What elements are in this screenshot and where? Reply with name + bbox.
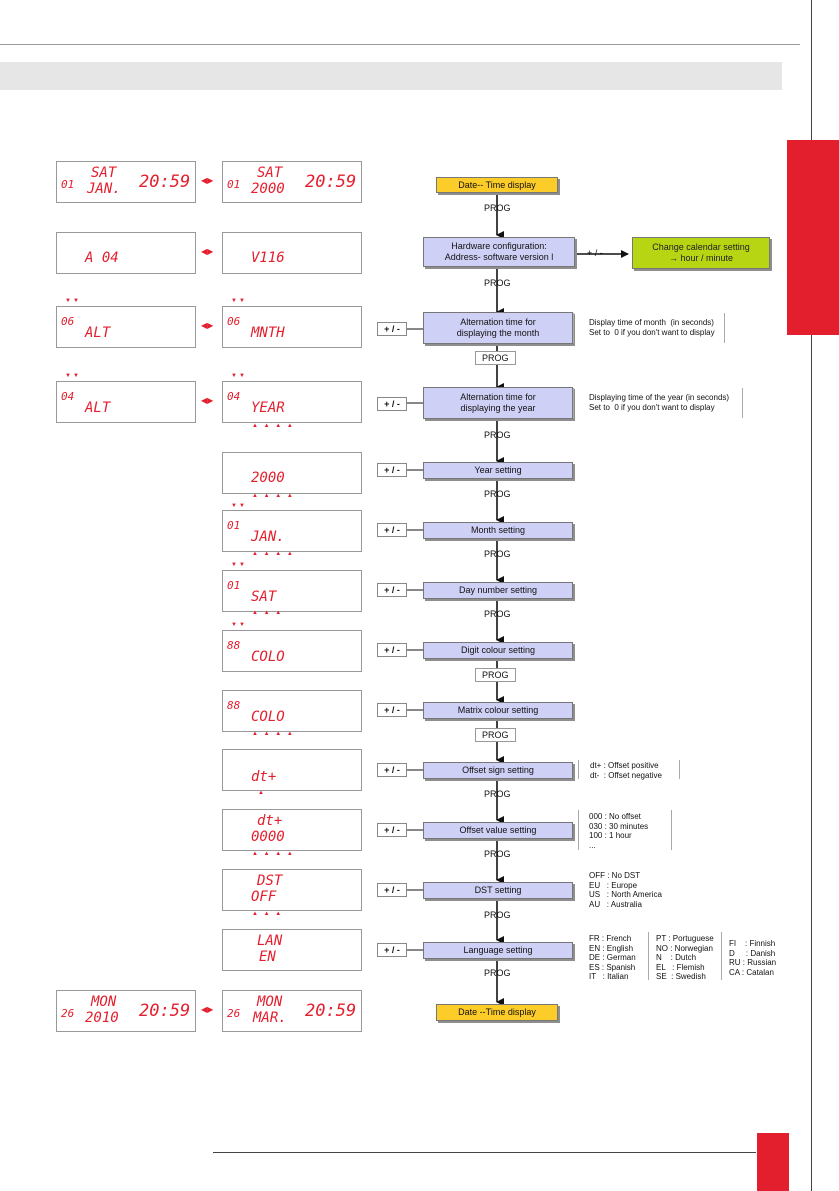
lcd-offset-value bbox=[222, 809, 362, 851]
prog-label: PROG bbox=[484, 489, 511, 499]
language-note-col2: PT : Portuguese NO : Norwegian N : Dutch EL : Flemish SE : Swedish bbox=[656, 934, 714, 981]
lcd-day-number: 26 bbox=[61, 1007, 75, 1020]
blink-marker-icon: ▲ ▲ ▲ bbox=[252, 911, 284, 917]
lcd-day-number: 26 bbox=[227, 1007, 241, 1020]
lcd-address bbox=[56, 232, 196, 274]
plus-minus-button: + / - bbox=[377, 643, 407, 657]
plus-minus-button: + / - bbox=[377, 763, 407, 777]
prog-label: PROG bbox=[475, 351, 516, 365]
blink-marker-icon: ▼▼ bbox=[231, 298, 247, 304]
lcd-time: 20:59 bbox=[139, 172, 191, 192]
plus-minus-button: + / - bbox=[377, 523, 407, 537]
blink-marker-icon: ▲ ▲ ▲ ▲ bbox=[252, 551, 295, 557]
prog-label: PROG bbox=[484, 549, 511, 559]
prog-label: PROG bbox=[484, 430, 511, 440]
change-calendar-box: Change calendar setting → hour / minute bbox=[632, 237, 770, 269]
lcd-month-alt bbox=[56, 306, 196, 348]
alternation-arrows-icon: ◀▶ bbox=[201, 1005, 214, 1014]
blink-marker-icon: ▲ ▲ ▲ ▲ bbox=[252, 851, 295, 857]
language-note-col1: FR : French EN : English DE : German ES : Spanish IT : Italian bbox=[589, 934, 636, 981]
lcd-colour-label: COLO bbox=[251, 649, 285, 665]
offset-value-note: 000 : No offset 030 : 30 minutes 100 : 1 hour ... bbox=[589, 812, 649, 850]
prog-label: PROG bbox=[484, 203, 511, 213]
offset-sign-note: dt+ : Offset positive dt- : Offset negative bbox=[590, 761, 662, 780]
lcd-offset-sign bbox=[222, 749, 362, 791]
lcd-dst bbox=[222, 869, 362, 911]
lcd-day-setting bbox=[222, 570, 362, 612]
alternation-month-box: Alternation time for displaying the month bbox=[423, 312, 573, 344]
lcd-date-time-year bbox=[222, 161, 362, 203]
blink-marker-icon: ▲ ▲ ▲ ▲ bbox=[252, 423, 295, 429]
year-note: Displaying time of the year (in seconds) Set to 0 if you don't want to display bbox=[589, 393, 730, 412]
dst-setting-box: DST setting bbox=[423, 882, 573, 899]
lcd-dst-label: DST bbox=[257, 873, 283, 889]
month-setting-box: Month setting bbox=[423, 522, 573, 539]
lcd-date-time-month-end bbox=[222, 990, 362, 1032]
digit-colour-box: Digit colour setting bbox=[423, 642, 573, 659]
dst-note: OFF : No DST EU : Europe US : North America AU : Australia bbox=[589, 871, 662, 909]
plus-minus-button: + / - bbox=[377, 463, 407, 477]
plus-minus-button: + / - bbox=[377, 823, 407, 837]
lcd-offset-number: 0000 bbox=[251, 829, 285, 845]
lcd-weekday: MON bbox=[91, 994, 117, 1010]
lcd-month-value: JAN. bbox=[251, 529, 285, 545]
lcd-weekday: SAT bbox=[91, 165, 117, 181]
alternation-arrows-icon: ◀▶ bbox=[201, 247, 214, 256]
plus-minus-button: + / - bbox=[377, 322, 407, 336]
lcd-sign-value: dt+ bbox=[251, 769, 277, 785]
month-note: Display time of month (in seconds) Set to 0 if you don't want to display bbox=[589, 318, 715, 337]
blink-marker-icon: ▼▼ bbox=[65, 373, 81, 379]
lcd-month: MAR. bbox=[253, 1010, 287, 1026]
lcd-alt-seconds: 04 bbox=[61, 390, 75, 403]
lcd-year-value: 2000 bbox=[251, 470, 285, 486]
lcd-year-alt bbox=[56, 381, 196, 423]
offset-value-box: Offset value setting bbox=[423, 822, 573, 839]
blink-marker-icon: ▲ ▲ ▲ ▲ bbox=[252, 493, 295, 499]
plus-minus-label: + / - bbox=[587, 248, 603, 258]
blink-marker-icon: ▼▼ bbox=[231, 622, 247, 628]
start-date-time-box: Date-- Time display bbox=[436, 177, 558, 193]
alternation-arrows-icon: ◀▶ bbox=[201, 396, 214, 405]
lcd-alt-seconds: 04 bbox=[227, 390, 241, 403]
lcd-colour-code: 88 bbox=[227, 699, 241, 712]
lcd-language bbox=[222, 929, 362, 971]
lcd-version-value: V116 bbox=[251, 250, 285, 266]
lcd-weekday: SAT bbox=[257, 165, 283, 181]
lcd-day-number: 01 bbox=[227, 178, 241, 191]
lcd-matrix-colour bbox=[222, 690, 362, 732]
lcd-month-number: 01 bbox=[227, 519, 241, 532]
prog-label: PROG bbox=[484, 278, 511, 288]
lcd-day-number: 01 bbox=[61, 178, 75, 191]
lcd-software-version bbox=[222, 232, 362, 274]
alternation-arrows-icon: ◀▶ bbox=[201, 321, 214, 330]
blink-marker-icon: ▼▼ bbox=[231, 373, 247, 379]
lcd-day-number: 01 bbox=[227, 579, 241, 592]
plus-minus-button: + / - bbox=[377, 397, 407, 411]
plus-minus-button: + / - bbox=[377, 583, 407, 597]
lcd-time: 20:59 bbox=[305, 172, 357, 192]
lcd-alt-label: ALT bbox=[85, 325, 111, 341]
lcd-language-value: EN bbox=[259, 949, 276, 965]
lcd-month-setting bbox=[222, 510, 362, 552]
lcd-time: 20:59 bbox=[139, 1001, 191, 1021]
lcd-digit-colour bbox=[222, 630, 362, 672]
prog-label: PROG bbox=[484, 968, 511, 978]
blink-marker-icon: ▲ bbox=[258, 790, 266, 796]
lcd-dst-value: OFF bbox=[251, 889, 277, 905]
lcd-year: 2000 bbox=[251, 181, 285, 197]
lcd-language-label: LAN bbox=[257, 933, 283, 949]
blink-marker-icon: ▼▼ bbox=[231, 503, 247, 509]
prog-label: PROG bbox=[475, 728, 516, 742]
lcd-date-time-year-end bbox=[56, 990, 196, 1032]
prog-label: PROG bbox=[475, 668, 516, 682]
lcd-date-time-month bbox=[56, 161, 196, 203]
lcd-colour-code: 88 bbox=[227, 639, 241, 652]
lcd-colour-label: COLO bbox=[251, 709, 285, 725]
language-setting-box: Language setting bbox=[423, 942, 573, 959]
matrix-colour-box: Matrix colour setting bbox=[423, 702, 573, 719]
language-note-col3: FI : Finnish D : Danish RU : Russian CA : Catalan bbox=[729, 939, 777, 977]
lcd-month: JAN. bbox=[87, 181, 121, 197]
lcd-alt-seconds: 06 bbox=[227, 315, 241, 328]
prog-label: PROG bbox=[484, 849, 511, 859]
alternation-year-box: Alternation time for displaying the year bbox=[423, 387, 573, 419]
lcd-alt-label: ALT bbox=[85, 400, 111, 416]
lcd-year-text: YEAR bbox=[251, 400, 285, 416]
plus-minus-button: + / - bbox=[377, 943, 407, 957]
prog-label: PROG bbox=[484, 609, 511, 619]
lcd-time: 20:59 bbox=[305, 1001, 357, 1021]
prog-label: PROG bbox=[484, 789, 511, 799]
hardware-config-box: Hardware configuration: Address- software version l bbox=[423, 237, 575, 267]
lcd-weekday: MON bbox=[257, 994, 283, 1010]
plus-minus-button: + / - bbox=[377, 883, 407, 897]
end-date-time-box: Date --Time display bbox=[436, 1004, 558, 1021]
prog-label: PROG bbox=[484, 910, 511, 920]
lcd-mnth-label: MNTH bbox=[251, 325, 285, 341]
blink-marker-icon: ▼▼ bbox=[65, 298, 81, 304]
lcd-alt-seconds: 06 bbox=[61, 315, 75, 328]
offset-sign-box: Offset sign setting bbox=[423, 762, 573, 779]
day-setting-box: Day number setting bbox=[423, 582, 573, 599]
lcd-month-mnth bbox=[222, 306, 362, 348]
lcd-year-label bbox=[222, 381, 362, 423]
blink-marker-icon: ▼▼ bbox=[231, 562, 247, 568]
lcd-address-value: A 04 bbox=[85, 250, 119, 266]
lcd-day-value: SAT bbox=[251, 589, 277, 605]
blink-marker-icon: ▲ ▲ ▲ ▲ bbox=[252, 731, 295, 737]
lcd-year-setting bbox=[222, 452, 362, 494]
alternation-arrows-icon: ◀▶ bbox=[201, 176, 214, 185]
lcd-year: 2010 bbox=[85, 1010, 119, 1026]
lcd-sign-value: dt+ bbox=[257, 813, 283, 829]
year-setting-box: Year setting bbox=[423, 462, 573, 479]
blink-marker-icon: ▲ ▲ ▲ bbox=[252, 610, 284, 616]
plus-minus-button: + / - bbox=[377, 703, 407, 717]
